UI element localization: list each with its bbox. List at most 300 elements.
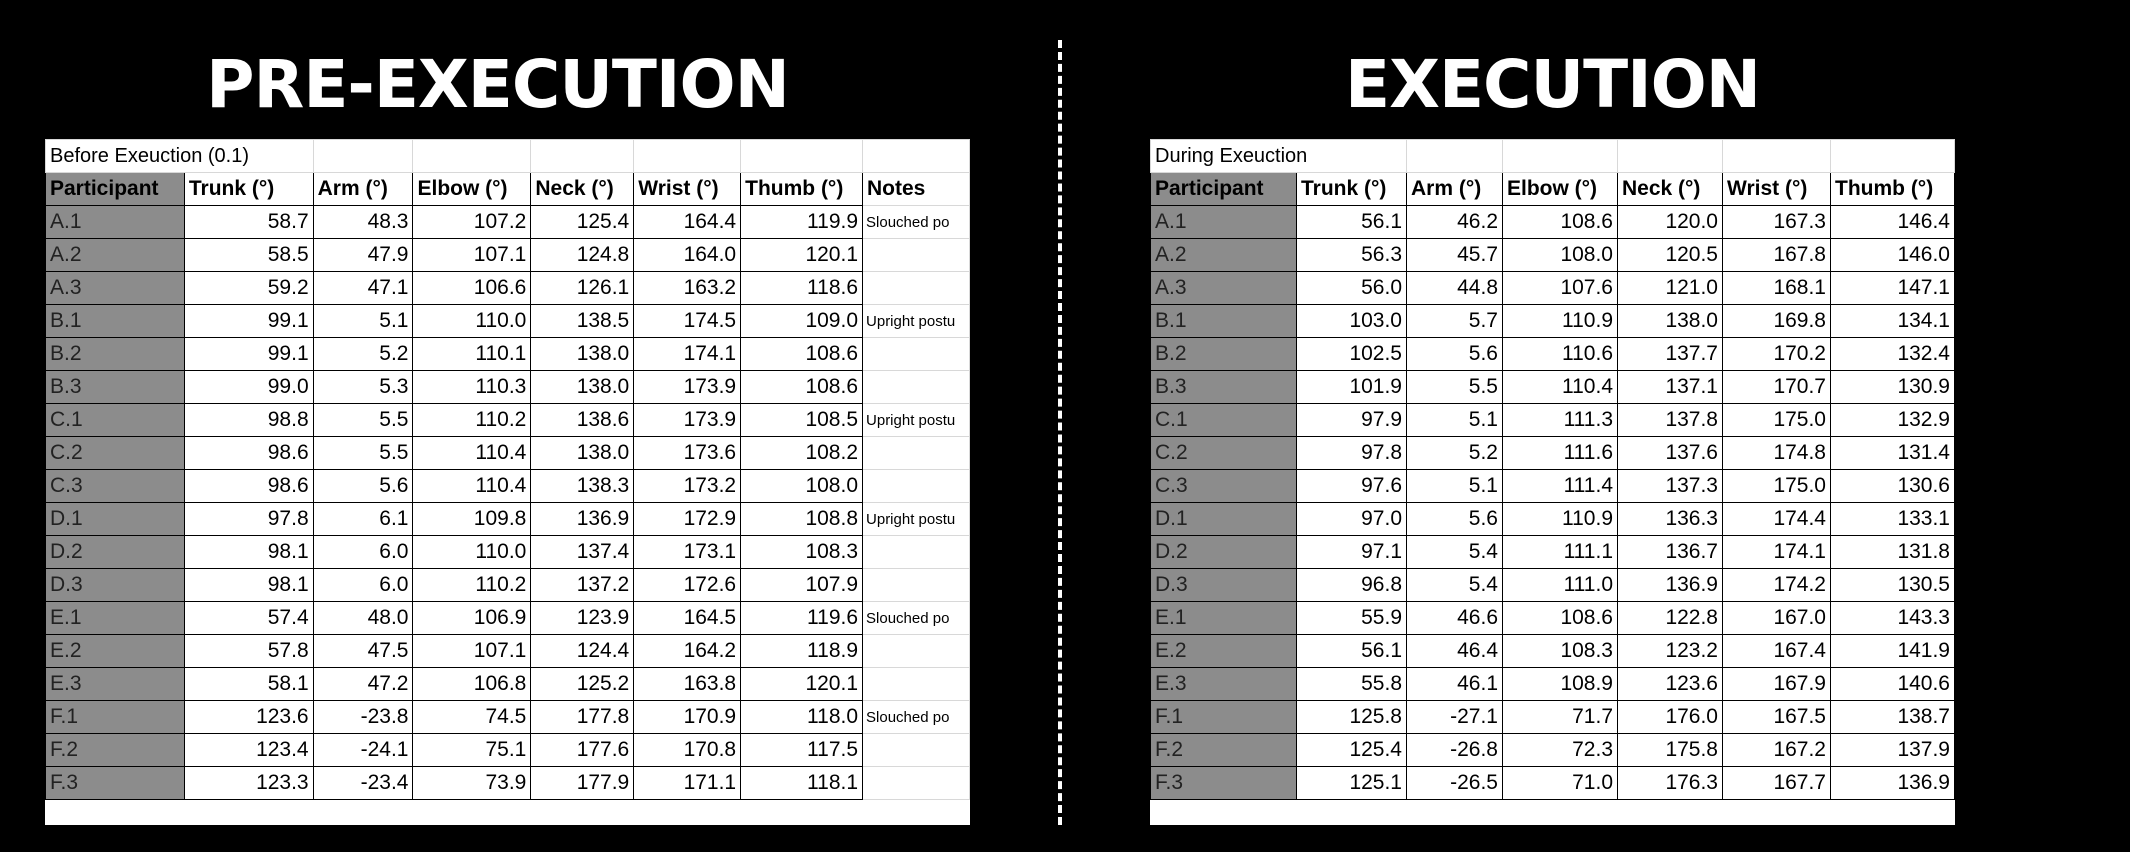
- value-cell[interactable]: 137.1: [1618, 371, 1723, 404]
- value-cell[interactable]: 167.3: [1723, 206, 1831, 239]
- value-cell[interactable]: 167.5: [1723, 701, 1831, 734]
- value-cell[interactable]: 173.2: [634, 470, 741, 503]
- value-cell[interactable]: 108.5: [741, 404, 863, 437]
- value-cell[interactable]: 123.2: [1618, 635, 1723, 668]
- value-cell[interactable]: 5.6: [1407, 338, 1503, 371]
- value-cell[interactable]: 108.0: [1503, 239, 1618, 272]
- value-cell[interactable]: 125.4: [531, 206, 634, 239]
- value-cell[interactable]: 167.9: [1723, 668, 1831, 701]
- value-cell[interactable]: 107.2: [413, 206, 531, 239]
- participant-cell[interactable]: E.1: [1151, 602, 1297, 635]
- column-header[interactable]: Neck (°): [1618, 173, 1723, 206]
- value-cell[interactable]: 120.5: [1618, 239, 1723, 272]
- notes-cell[interactable]: [863, 668, 970, 701]
- value-cell[interactable]: 110.2: [413, 404, 531, 437]
- value-cell[interactable]: 97.9: [1297, 404, 1407, 437]
- value-cell[interactable]: 119.9: [741, 206, 863, 239]
- participant-cell[interactable]: F.1: [1151, 701, 1297, 734]
- value-cell[interactable]: 167.7: [1723, 767, 1831, 800]
- value-cell[interactable]: 111.4: [1503, 470, 1618, 503]
- value-cell[interactable]: 174.4: [1723, 503, 1831, 536]
- value-cell[interactable]: 108.3: [741, 536, 863, 569]
- value-cell[interactable]: 120.1: [741, 239, 863, 272]
- value-cell[interactable]: 137.9: [1831, 734, 1955, 767]
- value-cell[interactable]: -27.1: [1407, 701, 1503, 734]
- value-cell[interactable]: 109.8: [413, 503, 531, 536]
- value-cell[interactable]: 44.8: [1407, 272, 1503, 305]
- value-cell[interactable]: 138.7: [1831, 701, 1955, 734]
- value-cell[interactable]: 71.0: [1503, 767, 1618, 800]
- value-cell[interactable]: 58.5: [184, 239, 313, 272]
- value-cell[interactable]: 118.1: [741, 767, 863, 800]
- empty-cell[interactable]: [413, 140, 531, 173]
- participant-cell[interactable]: F.1: [46, 701, 185, 734]
- value-cell[interactable]: 108.6: [1503, 206, 1618, 239]
- column-header[interactable]: Wrist (°): [1723, 173, 1831, 206]
- empty-cell[interactable]: [1723, 140, 1831, 173]
- value-cell[interactable]: 126.1: [531, 272, 634, 305]
- value-cell[interactable]: 121.0: [1618, 272, 1723, 305]
- participant-cell[interactable]: A.3: [1151, 272, 1297, 305]
- value-cell[interactable]: 5.6: [1407, 503, 1503, 536]
- value-cell[interactable]: 131.8: [1831, 536, 1955, 569]
- participant-cell[interactable]: D.3: [1151, 569, 1297, 602]
- value-cell[interactable]: 172.9: [634, 503, 741, 536]
- value-cell[interactable]: 110.0: [413, 536, 531, 569]
- participant-cell[interactable]: D.1: [46, 503, 185, 536]
- value-cell[interactable]: 164.5: [634, 602, 741, 635]
- value-cell[interactable]: 122.8: [1618, 602, 1723, 635]
- value-cell[interactable]: 138.0: [531, 437, 634, 470]
- participant-cell[interactable]: C.2: [1151, 437, 1297, 470]
- participant-cell[interactable]: A.1: [46, 206, 185, 239]
- value-cell[interactable]: 123.3: [184, 767, 313, 800]
- value-cell[interactable]: 56.3: [1297, 239, 1407, 272]
- notes-cell[interactable]: Upright postu: [863, 404, 970, 437]
- value-cell[interactable]: 175.0: [1723, 470, 1831, 503]
- table-caption[interactable]: Before Exeuction (0.1): [46, 140, 314, 173]
- value-cell[interactable]: 56.0: [1297, 272, 1407, 305]
- value-cell[interactable]: 110.6: [1503, 338, 1618, 371]
- value-cell[interactable]: 163.2: [634, 272, 741, 305]
- empty-cell[interactable]: [1407, 140, 1503, 173]
- value-cell[interactable]: 97.8: [1297, 437, 1407, 470]
- value-cell[interactable]: 107.1: [413, 635, 531, 668]
- value-cell[interactable]: -23.4: [313, 767, 413, 800]
- column-header[interactable]: Notes: [863, 173, 970, 206]
- value-cell[interactable]: 176.3: [1618, 767, 1723, 800]
- value-cell[interactable]: 118.0: [741, 701, 863, 734]
- value-cell[interactable]: 118.6: [741, 272, 863, 305]
- participant-cell[interactable]: E.3: [46, 668, 185, 701]
- value-cell[interactable]: 57.4: [184, 602, 313, 635]
- value-cell[interactable]: 137.7: [1618, 338, 1723, 371]
- value-cell[interactable]: 5.5: [313, 437, 413, 470]
- value-cell[interactable]: 46.2: [1407, 206, 1503, 239]
- value-cell[interactable]: 173.1: [634, 536, 741, 569]
- participant-cell[interactable]: A.3: [46, 272, 185, 305]
- value-cell[interactable]: 96.8: [1297, 569, 1407, 602]
- participant-cell[interactable]: D.3: [46, 569, 185, 602]
- value-cell[interactable]: 111.1: [1503, 536, 1618, 569]
- value-cell[interactable]: 110.9: [1503, 305, 1618, 338]
- value-cell[interactable]: 111.6: [1503, 437, 1618, 470]
- value-cell[interactable]: 167.4: [1723, 635, 1831, 668]
- participant-cell[interactable]: D.1: [1151, 503, 1297, 536]
- value-cell[interactable]: 120.0: [1618, 206, 1723, 239]
- value-cell[interactable]: 130.5: [1831, 569, 1955, 602]
- value-cell[interactable]: 108.2: [741, 437, 863, 470]
- value-cell[interactable]: 108.3: [1503, 635, 1618, 668]
- value-cell[interactable]: 5.2: [1407, 437, 1503, 470]
- value-cell[interactable]: 163.8: [634, 668, 741, 701]
- value-cell[interactable]: 108.6: [741, 371, 863, 404]
- value-cell[interactable]: 147.1: [1831, 272, 1955, 305]
- value-cell[interactable]: 164.2: [634, 635, 741, 668]
- value-cell[interactable]: 133.1: [1831, 503, 1955, 536]
- value-cell[interactable]: 174.2: [1723, 569, 1831, 602]
- value-cell[interactable]: 5.6: [313, 470, 413, 503]
- value-cell[interactable]: 98.8: [184, 404, 313, 437]
- value-cell[interactable]: 5.5: [1407, 371, 1503, 404]
- value-cell[interactable]: 123.6: [184, 701, 313, 734]
- participant-cell[interactable]: C.3: [1151, 470, 1297, 503]
- value-cell[interactable]: 58.1: [184, 668, 313, 701]
- value-cell[interactable]: 97.0: [1297, 503, 1407, 536]
- participant-cell[interactable]: B.2: [46, 338, 185, 371]
- notes-cell[interactable]: [863, 536, 970, 569]
- participant-cell[interactable]: E.3: [1151, 668, 1297, 701]
- notes-cell[interactable]: [863, 734, 970, 767]
- value-cell[interactable]: 108.8: [741, 503, 863, 536]
- value-cell[interactable]: 177.6: [531, 734, 634, 767]
- value-cell[interactable]: 110.0: [413, 305, 531, 338]
- participant-cell[interactable]: B.2: [1151, 338, 1297, 371]
- value-cell[interactable]: 98.1: [184, 569, 313, 602]
- value-cell[interactable]: 138.6: [531, 404, 634, 437]
- value-cell[interactable]: 106.6: [413, 272, 531, 305]
- value-cell[interactable]: 57.8: [184, 635, 313, 668]
- participant-cell[interactable]: E.2: [1151, 635, 1297, 668]
- column-header[interactable]: Elbow (°): [1503, 173, 1618, 206]
- value-cell[interactable]: 102.5: [1297, 338, 1407, 371]
- value-cell[interactable]: 5.5: [313, 404, 413, 437]
- participant-cell[interactable]: B.3: [46, 371, 185, 404]
- value-cell[interactable]: 134.1: [1831, 305, 1955, 338]
- value-cell[interactable]: 46.4: [1407, 635, 1503, 668]
- value-cell[interactable]: 175.0: [1723, 404, 1831, 437]
- value-cell[interactable]: 74.5: [413, 701, 531, 734]
- value-cell[interactable]: 5.2: [313, 338, 413, 371]
- column-header[interactable]: Arm (°): [313, 173, 413, 206]
- value-cell[interactable]: 5.4: [1407, 536, 1503, 569]
- value-cell[interactable]: 173.9: [634, 371, 741, 404]
- value-cell[interactable]: 146.0: [1831, 239, 1955, 272]
- value-cell[interactable]: 123.9: [531, 602, 634, 635]
- participant-cell[interactable]: F.2: [46, 734, 185, 767]
- value-cell[interactable]: 5.1: [1407, 470, 1503, 503]
- value-cell[interactable]: 45.7: [1407, 239, 1503, 272]
- value-cell[interactable]: -26.5: [1407, 767, 1503, 800]
- notes-cell[interactable]: Upright postu: [863, 305, 970, 338]
- notes-cell[interactable]: [863, 569, 970, 602]
- value-cell[interactable]: 47.2: [313, 668, 413, 701]
- participant-cell[interactable]: F.2: [1151, 734, 1297, 767]
- notes-cell[interactable]: [863, 371, 970, 404]
- empty-cell[interactable]: [1831, 140, 1955, 173]
- value-cell[interactable]: 107.6: [1503, 272, 1618, 305]
- column-header[interactable]: Arm (°): [1407, 173, 1503, 206]
- value-cell[interactable]: 48.0: [313, 602, 413, 635]
- value-cell[interactable]: 136.9: [1618, 569, 1723, 602]
- empty-cell[interactable]: [634, 140, 741, 173]
- value-cell[interactable]: 97.1: [1297, 536, 1407, 569]
- value-cell[interactable]: 5.1: [1407, 404, 1503, 437]
- participant-cell[interactable]: D.2: [46, 536, 185, 569]
- participant-cell[interactable]: C.1: [46, 404, 185, 437]
- value-cell[interactable]: -26.8: [1407, 734, 1503, 767]
- value-cell[interactable]: 48.3: [313, 206, 413, 239]
- value-cell[interactable]: 58.7: [184, 206, 313, 239]
- value-cell[interactable]: 118.9: [741, 635, 863, 668]
- value-cell[interactable]: 111.0: [1503, 569, 1618, 602]
- participant-cell[interactable]: C.2: [46, 437, 185, 470]
- notes-cell[interactable]: Upright postu: [863, 503, 970, 536]
- value-cell[interactable]: 108.6: [1503, 602, 1618, 635]
- value-cell[interactable]: 110.4: [413, 437, 531, 470]
- empty-cell[interactable]: [741, 140, 863, 173]
- value-cell[interactable]: 141.9: [1831, 635, 1955, 668]
- value-cell[interactable]: 137.3: [1618, 470, 1723, 503]
- value-cell[interactable]: 164.0: [634, 239, 741, 272]
- value-cell[interactable]: 110.9: [1503, 503, 1618, 536]
- value-cell[interactable]: -23.8: [313, 701, 413, 734]
- value-cell[interactable]: 176.0: [1618, 701, 1723, 734]
- table-caption[interactable]: During Exeuction: [1151, 140, 1407, 173]
- value-cell[interactable]: 130.9: [1831, 371, 1955, 404]
- participant-cell[interactable]: C.1: [1151, 404, 1297, 437]
- empty-cell[interactable]: [1618, 140, 1723, 173]
- value-cell[interactable]: 103.0: [1297, 305, 1407, 338]
- value-cell[interactable]: 56.1: [1297, 206, 1407, 239]
- participant-cell[interactable]: D.2: [1151, 536, 1297, 569]
- value-cell[interactable]: 5.7: [1407, 305, 1503, 338]
- value-cell[interactable]: 107.9: [741, 569, 863, 602]
- value-cell[interactable]: 173.6: [634, 437, 741, 470]
- value-cell[interactable]: 125.8: [1297, 701, 1407, 734]
- value-cell[interactable]: 98.6: [184, 470, 313, 503]
- value-cell[interactable]: 108.6: [741, 338, 863, 371]
- table-row: [1151, 635, 1955, 668]
- value-cell[interactable]: 46.1: [1407, 668, 1503, 701]
- value-cell[interactable]: 130.6: [1831, 470, 1955, 503]
- value-cell[interactable]: 137.6: [1618, 437, 1723, 470]
- value-cell[interactable]: 143.3: [1831, 602, 1955, 635]
- value-cell[interactable]: 99.1: [184, 338, 313, 371]
- value-cell[interactable]: 137.8: [1618, 404, 1723, 437]
- value-cell[interactable]: 131.4: [1831, 437, 1955, 470]
- value-cell[interactable]: 174.8: [1723, 437, 1831, 470]
- value-cell[interactable]: 110.4: [1503, 371, 1618, 404]
- value-cell[interactable]: 6.0: [313, 536, 413, 569]
- value-cell[interactable]: 170.9: [634, 701, 741, 734]
- value-cell[interactable]: 136.7: [1618, 536, 1723, 569]
- value-cell[interactable]: 47.9: [313, 239, 413, 272]
- value-cell[interactable]: 174.1: [634, 338, 741, 371]
- value-cell[interactable]: 101.9: [1297, 371, 1407, 404]
- notes-cell[interactable]: Slouched po: [863, 602, 970, 635]
- value-cell[interactable]: 136.3: [1618, 503, 1723, 536]
- value-cell[interactable]: 170.8: [634, 734, 741, 767]
- empty-cell[interactable]: [531, 140, 634, 173]
- value-cell[interactable]: 5.1: [313, 305, 413, 338]
- value-cell[interactable]: 140.6: [1831, 668, 1955, 701]
- participant-cell[interactable]: A.2: [1151, 239, 1297, 272]
- value-cell[interactable]: 108.0: [741, 470, 863, 503]
- participant-cell[interactable]: A.2: [46, 239, 185, 272]
- value-cell[interactable]: 71.7: [1503, 701, 1618, 734]
- value-cell[interactable]: 137.4: [531, 536, 634, 569]
- notes-cell[interactable]: [863, 767, 970, 800]
- value-cell[interactable]: 173.9: [634, 404, 741, 437]
- value-cell[interactable]: 138.5: [531, 305, 634, 338]
- value-cell[interactable]: 97.8: [184, 503, 313, 536]
- value-cell[interactable]: 110.1: [413, 338, 531, 371]
- value-cell[interactable]: 123.6: [1618, 668, 1723, 701]
- value-cell[interactable]: 119.6: [741, 602, 863, 635]
- participant-cell[interactable]: B.1: [46, 305, 185, 338]
- value-cell[interactable]: 110.4: [413, 470, 531, 503]
- value-cell[interactable]: 47.5: [313, 635, 413, 668]
- participant-cell[interactable]: E.2: [46, 635, 185, 668]
- column-header[interactable]: Thumb (°): [741, 173, 863, 206]
- value-cell[interactable]: 125.2: [531, 668, 634, 701]
- value-cell[interactable]: 136.9: [1831, 767, 1955, 800]
- value-cell[interactable]: 5.4: [1407, 569, 1503, 602]
- value-cell[interactable]: 125.1: [1297, 767, 1407, 800]
- value-cell[interactable]: 106.8: [413, 668, 531, 701]
- value-cell[interactable]: 99.0: [184, 371, 313, 404]
- value-cell[interactable]: 132.9: [1831, 404, 1955, 437]
- value-cell[interactable]: 123.4: [184, 734, 313, 767]
- value-cell[interactable]: 138.0: [1618, 305, 1723, 338]
- notes-cell[interactable]: [863, 272, 970, 305]
- participant-cell[interactable]: E.1: [46, 602, 185, 635]
- value-cell[interactable]: 136.9: [531, 503, 634, 536]
- value-cell[interactable]: 120.1: [741, 668, 863, 701]
- notes-cell[interactable]: Slouched po: [863, 206, 970, 239]
- participant-cell[interactable]: B.3: [1151, 371, 1297, 404]
- value-cell[interactable]: 111.3: [1503, 404, 1618, 437]
- value-cell[interactable]: 6.1: [313, 503, 413, 536]
- value-cell[interactable]: 177.9: [531, 767, 634, 800]
- value-cell[interactable]: 170.2: [1723, 338, 1831, 371]
- value-cell[interactable]: 73.9: [413, 767, 531, 800]
- notes-cell[interactable]: [863, 635, 970, 668]
- participant-cell[interactable]: F.3: [46, 767, 185, 800]
- value-cell[interactable]: 167.0: [1723, 602, 1831, 635]
- value-cell[interactable]: 172.6: [634, 569, 741, 602]
- value-cell[interactable]: 138.0: [531, 371, 634, 404]
- value-cell[interactable]: 124.8: [531, 239, 634, 272]
- value-cell[interactable]: 171.1: [634, 767, 741, 800]
- value-cell[interactable]: 168.1: [1723, 272, 1831, 305]
- value-cell[interactable]: 164.4: [634, 206, 741, 239]
- empty-cell[interactable]: [863, 140, 970, 173]
- column-header[interactable]: Thumb (°): [1831, 173, 1955, 206]
- column-header[interactable]: Participant: [1151, 173, 1297, 206]
- value-cell[interactable]: 175.8: [1618, 734, 1723, 767]
- notes-cell[interactable]: [863, 239, 970, 272]
- empty-cell[interactable]: [313, 140, 413, 173]
- value-cell[interactable]: 59.2: [184, 272, 313, 305]
- column-header[interactable]: Elbow (°): [413, 173, 531, 206]
- notes-cell[interactable]: [863, 338, 970, 371]
- value-cell[interactable]: 55.8: [1297, 668, 1407, 701]
- value-cell[interactable]: 117.5: [741, 734, 863, 767]
- empty-cell[interactable]: [1503, 140, 1618, 173]
- notes-cell[interactable]: [863, 470, 970, 503]
- participant-cell[interactable]: A.1: [1151, 206, 1297, 239]
- value-cell[interactable]: 107.1: [413, 239, 531, 272]
- table-row: [46, 272, 970, 305]
- value-cell[interactable]: 5.3: [313, 371, 413, 404]
- value-cell[interactable]: 55.9: [1297, 602, 1407, 635]
- value-cell[interactable]: 167.2: [1723, 734, 1831, 767]
- notes-cell[interactable]: Slouched po: [863, 701, 970, 734]
- value-cell[interactable]: 6.0: [313, 569, 413, 602]
- value-cell[interactable]: 75.1: [413, 734, 531, 767]
- value-cell[interactable]: 47.1: [313, 272, 413, 305]
- participant-cell[interactable]: C.3: [46, 470, 185, 503]
- value-cell[interactable]: 169.8: [1723, 305, 1831, 338]
- value-cell[interactable]: 108.9: [1503, 668, 1618, 701]
- value-cell[interactable]: 174.1: [1723, 536, 1831, 569]
- value-cell[interactable]: 97.6: [1297, 470, 1407, 503]
- value-cell[interactable]: 99.1: [184, 305, 313, 338]
- value-cell[interactable]: 137.2: [531, 569, 634, 602]
- column-header[interactable]: Wrist (°): [634, 173, 741, 206]
- value-cell[interactable]: 146.4: [1831, 206, 1955, 239]
- column-header[interactable]: Trunk (°): [1297, 173, 1407, 206]
- notes-cell[interactable]: [863, 437, 970, 470]
- value-cell[interactable]: 125.4: [1297, 734, 1407, 767]
- value-cell[interactable]: 132.4: [1831, 338, 1955, 371]
- participant-cell[interactable]: B.1: [1151, 305, 1297, 338]
- value-cell[interactable]: 124.4: [531, 635, 634, 668]
- value-cell[interactable]: 110.2: [413, 569, 531, 602]
- value-cell[interactable]: 174.5: [634, 305, 741, 338]
- value-cell[interactable]: 106.9: [413, 602, 531, 635]
- value-cell[interactable]: 177.8: [531, 701, 634, 734]
- column-header[interactable]: Neck (°): [531, 173, 634, 206]
- value-cell[interactable]: 110.3: [413, 371, 531, 404]
- value-cell[interactable]: 46.6: [1407, 602, 1503, 635]
- value-cell[interactable]: 72.3: [1503, 734, 1618, 767]
- value-cell[interactable]: 109.0: [741, 305, 863, 338]
- column-header[interactable]: Trunk (°): [184, 173, 313, 206]
- value-cell[interactable]: 98.6: [184, 437, 313, 470]
- participant-cell[interactable]: F.3: [1151, 767, 1297, 800]
- value-cell[interactable]: 170.7: [1723, 371, 1831, 404]
- column-header[interactable]: Participant: [46, 173, 185, 206]
- value-cell[interactable]: 138.3: [531, 470, 634, 503]
- value-cell[interactable]: 167.8: [1723, 239, 1831, 272]
- value-cell[interactable]: 138.0: [531, 338, 634, 371]
- value-cell[interactable]: 56.1: [1297, 635, 1407, 668]
- value-cell[interactable]: -24.1: [313, 734, 413, 767]
- value-cell[interactable]: 98.1: [184, 536, 313, 569]
